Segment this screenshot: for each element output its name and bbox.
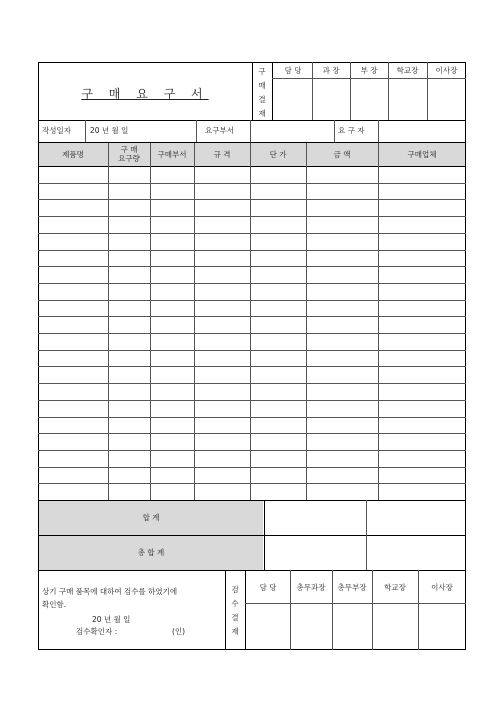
table-row[interactable] bbox=[38, 266, 466, 267]
table-row[interactable] bbox=[38, 450, 466, 451]
col-header-dept: 구매부서 bbox=[157, 150, 187, 159]
approval-header-label bbox=[252, 64, 272, 120]
table-row[interactable] bbox=[38, 283, 466, 284]
inspection-role-1: 담 당 bbox=[259, 583, 277, 592]
table-row[interactable] bbox=[38, 366, 466, 367]
approval-role-1: 담 당 bbox=[284, 66, 302, 75]
table-column-divider bbox=[108, 143, 109, 500]
approval-role-2: 과 장 bbox=[322, 66, 340, 75]
inspection-label-char-1: 검 bbox=[231, 585, 239, 594]
inspection-statement-2: 확인함. bbox=[42, 600, 67, 609]
date-label: 작성일자 bbox=[42, 126, 71, 135]
total-label: 총 합 계 bbox=[137, 548, 165, 557]
table-row[interactable] bbox=[38, 417, 466, 418]
table-row[interactable] bbox=[38, 333, 466, 334]
inspection-role-3: 총무부장 bbox=[337, 583, 367, 592]
table-column-divider bbox=[250, 143, 251, 500]
inspection-role-2: 총무과장 bbox=[296, 583, 326, 592]
approval-role-3: 부 장 bbox=[360, 66, 378, 75]
table-row[interactable] bbox=[38, 467, 466, 468]
inspection-label-char-3: 결 bbox=[231, 613, 239, 622]
table-row[interactable] bbox=[38, 233, 466, 234]
form-title: 구 매 요 구 서 bbox=[81, 87, 209, 101]
inspection-date[interactable]: 20 년 월 일 bbox=[92, 615, 131, 624]
requester-label: 요 구 자 bbox=[338, 126, 365, 135]
table-row[interactable] bbox=[38, 300, 466, 301]
approval-role-5: 이사장 bbox=[435, 66, 458, 75]
col-header-spec: 규 격 bbox=[213, 150, 231, 159]
inspection-role-4: 학교장 bbox=[384, 583, 406, 592]
inspection-approval-label bbox=[226, 572, 244, 650]
date-field[interactable]: 20 년 월 일 bbox=[90, 126, 129, 135]
approval-label-char-3: 결 bbox=[258, 95, 266, 104]
table-column-divider bbox=[306, 143, 307, 500]
col-header-amount: 금 액 bbox=[333, 150, 351, 159]
table-row[interactable] bbox=[38, 199, 466, 200]
table-row[interactable] bbox=[38, 350, 466, 351]
subtotal-label: 합 계 bbox=[142, 513, 160, 522]
inspection-statement-1: 상기 구매 품목에 대하여 검수를 하였기에 bbox=[42, 587, 178, 596]
inspector-seal: (인) bbox=[172, 627, 186, 636]
inspection-role-5: 이사장 bbox=[431, 583, 453, 592]
col-header-product: 제품명 bbox=[62, 150, 84, 159]
col-header-vendor: 구매업체 bbox=[407, 150, 437, 159]
approval-role-4: 학교장 bbox=[396, 66, 419, 75]
table-row[interactable] bbox=[38, 383, 466, 384]
table-row[interactable] bbox=[38, 183, 466, 184]
table-row[interactable] bbox=[38, 433, 466, 434]
inspection-label-char-2: 수 bbox=[231, 599, 239, 608]
inspection-label-char-4: 재 bbox=[231, 627, 239, 636]
table-column-divider bbox=[194, 143, 195, 500]
approval-label-char-1: 구 bbox=[258, 67, 266, 76]
inspector-label: 검수확인자 : bbox=[76, 627, 118, 636]
table-row[interactable] bbox=[38, 316, 466, 317]
table-column-divider bbox=[150, 143, 151, 500]
approval-label-char-2: 매 bbox=[258, 81, 266, 90]
col-header-unit-price: 단 가 bbox=[269, 150, 287, 159]
dept-label: 요구부서 bbox=[205, 126, 234, 135]
table-row[interactable] bbox=[38, 250, 466, 251]
table-row[interactable] bbox=[38, 216, 466, 217]
table-column-divider bbox=[378, 143, 379, 500]
approval-label-char-4: 재 bbox=[258, 109, 266, 118]
table-row[interactable] bbox=[38, 400, 466, 401]
table-row[interactable] bbox=[38, 483, 466, 484]
col-header-quantity: 구 매 요구량 bbox=[118, 145, 140, 164]
